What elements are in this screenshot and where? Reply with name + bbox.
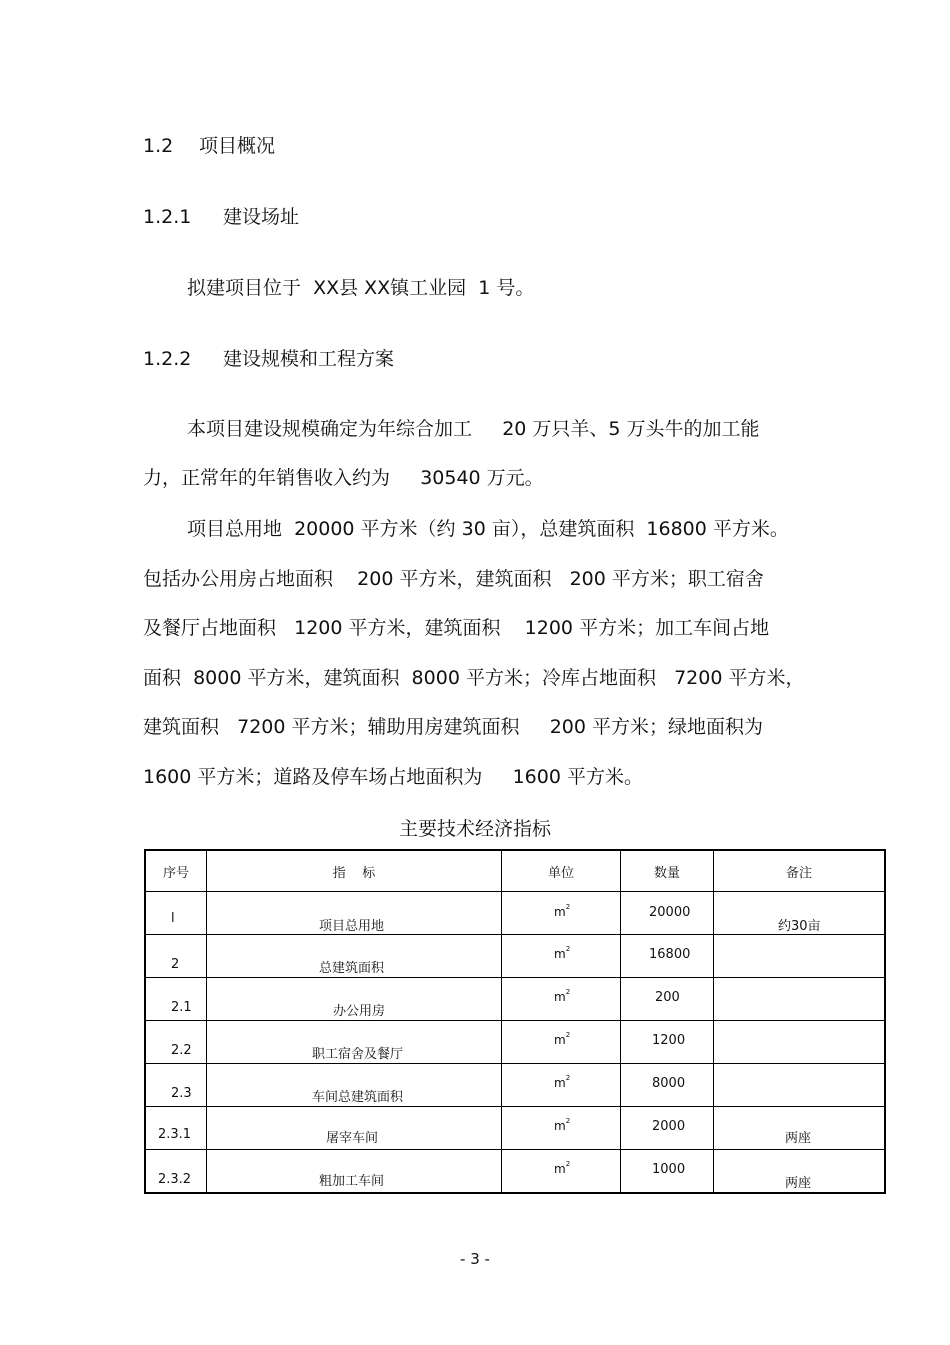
row-indicator: 车间总建筑面积 (312, 1090, 404, 1105)
paragraph-line: 本项目建设规模确定为年综合加工 20 万只羊、5 万头牛的加工能 (187, 418, 760, 440)
table-row (145, 1150, 885, 1194)
row-qty: 1200 (652, 1033, 686, 1048)
header-qty: 数量 (621, 850, 714, 892)
table-row (145, 978, 885, 1021)
row-qty: 200 (655, 990, 680, 1005)
section-number: 1.2 (143, 135, 174, 157)
row-qty: 2000 (652, 1119, 686, 1134)
row-unit: $m^2$ (554, 945, 571, 961)
paragraph-line: 力，正常年的年销售收入约为 30540 万元。 (143, 467, 544, 489)
row-indicator: 屠宰车间 (326, 1131, 379, 1146)
header-note: 备注 (714, 850, 886, 892)
header-indicator: 指 标 (207, 850, 502, 892)
row-indicator: 办公用房 (333, 1004, 386, 1019)
row-note: 约30亩 (778, 919, 821, 934)
row-seq: 2 (171, 957, 180, 972)
site-paragraph: 拟建项目位于 XX县 XX镇工业园 1 号。 (187, 277, 535, 299)
table-row (145, 1021, 885, 1064)
row-unit: $m^2$ (554, 1031, 571, 1047)
paragraph-line: 项目总用地 20000 平方米（约 30 亩），总建筑面积 16800 平方米。 (187, 518, 789, 540)
paragraph-line: 面积 8000 平方米，建筑面积 8000 平方米；冷库占地面积 7200 平方米， (143, 667, 805, 689)
section-title: 建设场址 (223, 206, 300, 228)
section-heading-1-2 (143, 131, 275, 158)
header-unit: 单位 (502, 850, 621, 892)
row-seq: 2.1 (171, 1000, 192, 1015)
row-unit: $m^2$ (554, 1160, 571, 1176)
row-seq: 2.3.1 (158, 1127, 192, 1142)
section-title: 建设规模和工程方案 (223, 348, 395, 370)
row-seq: 2.3 (171, 1086, 192, 1101)
row-seq: 2.2 (171, 1043, 192, 1058)
paragraph-line: 包括办公用房占地面积 200 平方米，建筑面积 200 平方米；职工宿舍 (143, 568, 764, 590)
indicator-table (144, 849, 886, 1194)
page-number: - 3 - (460, 1250, 490, 1268)
row-unit: $m^2$ (554, 1074, 571, 1090)
row-note: 两座 (785, 1131, 812, 1146)
row-qty: 20000 (649, 905, 691, 920)
row-indicator: 项目总用地 (319, 919, 385, 934)
paragraph-line: 及餐厅占地面积 1200 平方米，建筑面积 1200 平方米；加工车间占地 (143, 617, 770, 639)
row-indicator: 总建筑面积 (319, 961, 385, 976)
paragraph-line: 1600 平方米；道路及停车场占地面积为 1600 平方米。 (143, 766, 643, 788)
section-number: 1.2.2 (143, 348, 192, 370)
table-row (145, 1064, 885, 1107)
table-row (145, 1107, 885, 1150)
paragraph-line: 建筑面积 7200 平方米；辅助用房建筑面积 200 平方米；绿地面积为 (143, 716, 764, 738)
row-qty: 16800 (649, 947, 691, 962)
row-seq: l (171, 911, 175, 926)
row-seq: 2.3.2 (158, 1172, 192, 1187)
section-title: 项目概况 (199, 135, 276, 157)
section-heading-1-2-2 (143, 344, 394, 371)
row-indicator: 粗加工车间 (319, 1174, 385, 1189)
table-row (145, 892, 885, 935)
table-row (145, 935, 885, 978)
row-unit: $m^2$ (554, 903, 571, 919)
section-heading-1-2-1 (143, 202, 299, 229)
row-unit: $m^2$ (554, 988, 571, 1004)
row-qty: 8000 (652, 1076, 686, 1091)
row-qty: 1000 (652, 1162, 686, 1177)
row-indicator: 职工宿舍及餐厅 (312, 1047, 404, 1062)
section-number: 1.2.1 (143, 206, 192, 228)
table-caption: 主要技术经济指标 (398, 818, 551, 840)
table-header-row (145, 850, 885, 892)
row-unit: $m^2$ (554, 1117, 571, 1133)
header-seq: 序号 (145, 850, 207, 892)
row-note: 两座 (785, 1176, 812, 1191)
